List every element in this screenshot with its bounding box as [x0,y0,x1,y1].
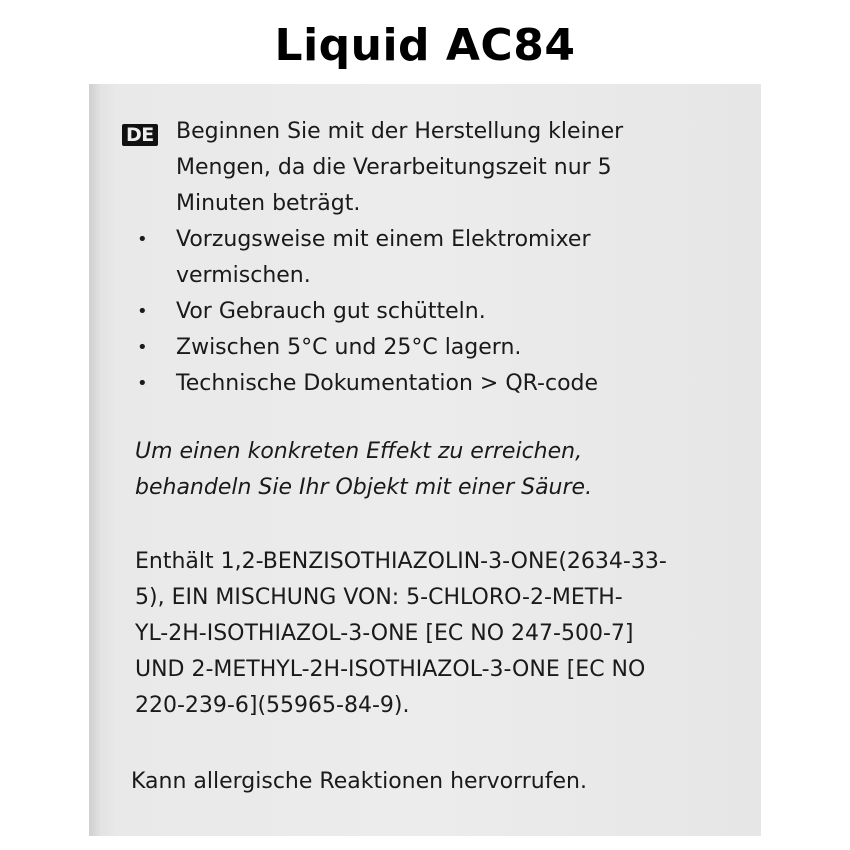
ingredients-text [135,544,745,724]
list-item [129,222,729,294]
usage-note-line: Um einen konkreten Effekt zu erreichen, [135,439,583,464]
ingredients-line: Enthält 1,2-BENZISOTHIAZOLIN-3-ONE(2634-33- [135,549,667,574]
usage-note [135,434,735,506]
product-title: Liquid AC84 [274,20,576,71]
ingredients-line: UND 2-METHYL-2H-ISOTHIAZOL-3-ONE [EC NO [135,657,646,682]
bullet-line: • Technische Dokumentation > QR-code [176,371,599,396]
intro-line: Minuten beträgt. [176,191,361,216]
bullet-line: • Vor Gebrauch gut schütteln. [176,299,486,324]
ingredients-line: 5), EIN MISCHUNG VON: 5-CHLORO-2-METH- [135,585,623,610]
list-item [129,366,729,402]
allergy-warning: Kann allergische Reaktionen hervorrufen. [131,769,587,794]
list-item [129,294,729,330]
ingredients-line: 220-239-6](55965-84-9). [135,693,410,718]
bullet-line: • Vorzugsweise mit einem Elektromixer [176,227,591,252]
ingredients-line: YL-2H-ISOTHIAZOL-3-ONE [EC NO 247-500-7] [135,621,634,646]
language-badge: DE [122,124,158,146]
bullet-line: • Zwischen 5°C und 25°C lagern. [176,335,522,360]
intro-line: Mengen, da die Verarbeitungszeit nur 5 [176,155,612,180]
label-photo [89,84,761,836]
bullet-line: vermischen. [176,263,311,288]
intro-text [176,114,716,222]
usage-note-line: behandeln Sie Ihr Objekt mit einer Säure. [135,475,593,500]
instruction-list [129,222,729,402]
intro-line: Beginnen Sie mit der Herstellung kleiner [176,119,624,144]
list-item [129,330,729,366]
